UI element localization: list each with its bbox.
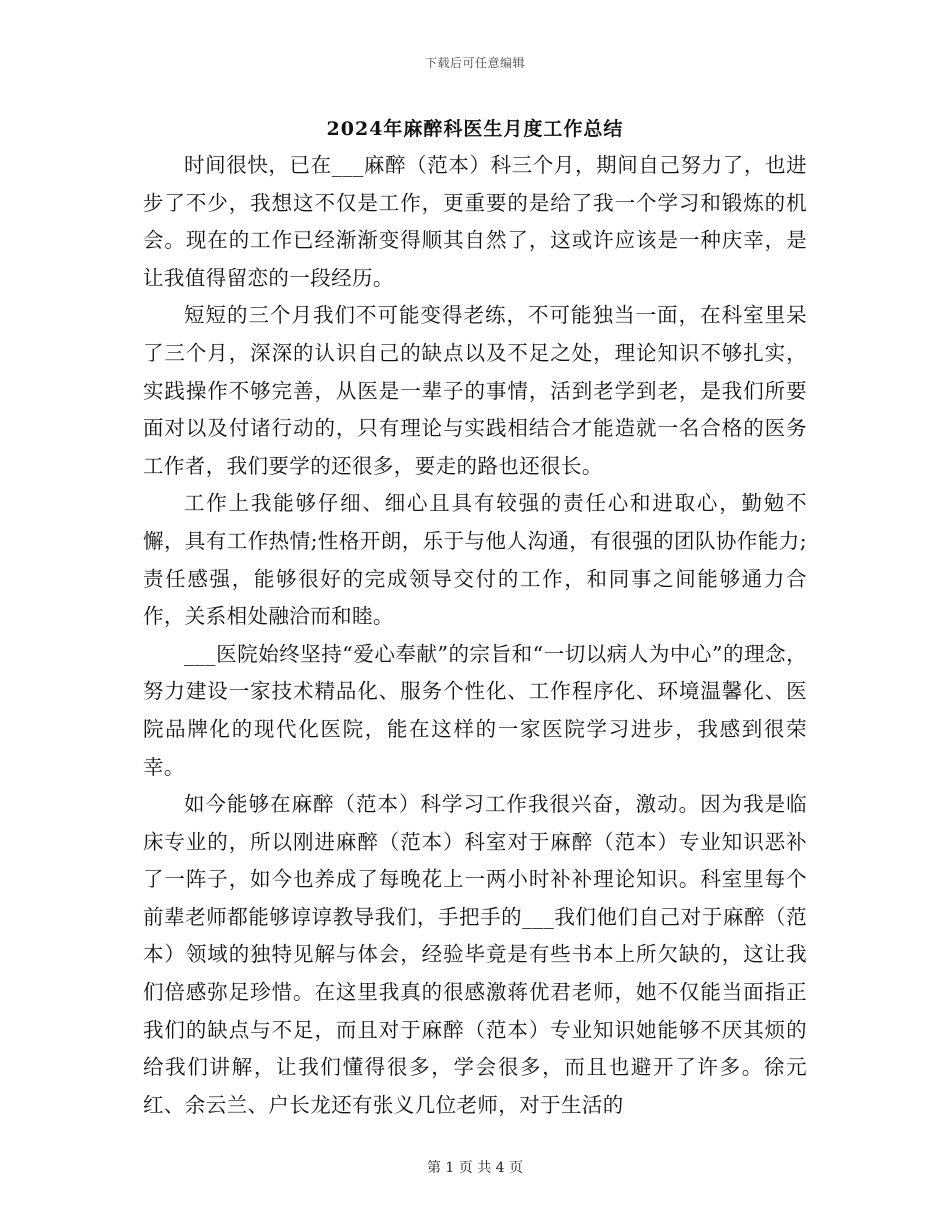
document-body xyxy=(143,147,807,1124)
header-note: 下载后可任意编辑 xyxy=(424,56,525,70)
page-number: 第 1 页 共 4 页 xyxy=(426,1160,524,1176)
paragraph-4: ___医院始终坚持“爱心奉献”的宗旨和“一切以病人为中心”的理念，努力建设一家技术精品化、服务个性化、工作程序化、环境温馨化、医院品牌化的现代化医院，能在这样的一家医院学习进步，我感到很荣幸。 xyxy=(143,641,807,779)
paragraph-1: 时间很快，已在___麻醉（范本）科三个月，期间自己努力了，也进步了不少，我想这不仅是工作，更重要的是给了我一个学习和锻炼的机会。现在的工作已经渐渐变得顺其自然了，这或许应该是一种庆幸，是让我值得留恋的一段经历。 xyxy=(143,153,807,290)
paragraph-2: 短短的三个月我们不可能变得老练，不可能独当一面，在科室里呆了三个月，深深的认识自己的缺点以及不足之处，理论知识不够扎实，实践操作不够完善，从医是一辈子的事情，活到老学到老，是我们所要面对以及付诸行动的，只有理论与实践相结合才能造就一名合格的医务工作者，我们要学的还很多，要走的路也还很长。 xyxy=(143,303,807,478)
document-title: 2024年麻醉科医生月度工作总结 xyxy=(326,118,624,140)
paragraph-5: 如今能够在麻醉（范本）科学习工作我很兴奋，激动。因为我是临床专业的，所以刚进麻醉（范本）科室对于麻醉（范本）专业知识恶补了一阵子，如今也养成了每晚花上一两小时补补理论知识。科室里每个前辈老师都能够谆谆教导我们，手把手的___我们他们自己对于麻醉（范本）领域的独特见解与体会，经验毕竟是有些书本上所欠缺的，这让我们倍感弥足珍惜。在这里我真的很感激蒋优君老师，她不仅能当面指正我们的缺点与不足，而且对于麻醉（范本）专业知识她能够不厌其烦的给我们讲解，让我们懂得很多，学会很多，而且也避开了许多。徐元红、余云兰、户长龙还有张义几位老师，对于生活的 xyxy=(143,792,807,1117)
paragraph-3: 工作上我能够仔细、细心且具有较强的责任心和进取心，勤勉不懈，具有工作热情;性格开朗，乐于与他人沟通，有很强的团队协作能力;责任感强，能够很好的完成领导交付的工作，和同事之间能够通力合作，关系相处融洽而和睦。 xyxy=(143,491,807,629)
